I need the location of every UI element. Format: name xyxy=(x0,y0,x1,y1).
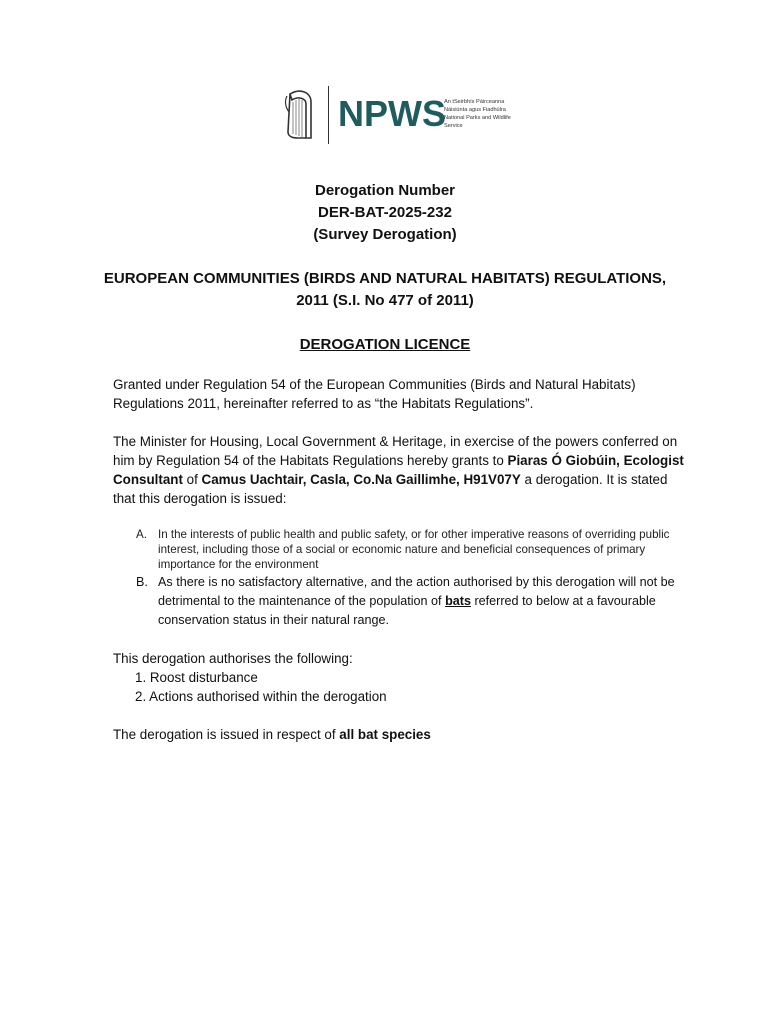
agency-line-2: Náisiúnta agus Fiadhúlra xyxy=(444,107,506,113)
minister-intro: The Minister for Housing, Local Government & Heritage, in exercise of the powers conferred on him by Regulation 54 of the Habitats Regulations hereby grants to xyxy=(113,434,678,468)
species-statement-pre: The derogation is issued in respect of xyxy=(113,727,340,742)
npws-logo xyxy=(284,84,524,146)
list-item: 1. Roost disturbance xyxy=(135,670,258,685)
condition-b-species: bats xyxy=(445,594,471,608)
derogation-number-label: Derogation Number xyxy=(314,182,455,199)
authorised-actions-list xyxy=(135,668,387,706)
grantee-name: Piaras Ó Giobúin, Ecologist Consultant xyxy=(113,453,684,487)
condition-b-marker: B. xyxy=(136,575,148,589)
grant-paragraph: Granted under Regulation 54 of the European Communities (Birds and Natural Habitats) Regulations 2011, hereinafter referred to as “the Habitats Regulations”. xyxy=(113,377,636,411)
derogation-type: (Survey Derogation) xyxy=(313,226,457,243)
logo-divider xyxy=(328,86,329,144)
agency-line-3: National Parks and Wildlife xyxy=(444,115,511,121)
species-statement xyxy=(113,725,431,744)
agency-name xyxy=(444,98,524,130)
agency-line-1: An tSeirbhís Páirceanna xyxy=(444,99,505,105)
derogation-number: DER-BAT-2025-232 xyxy=(318,204,452,221)
minister-of: of xyxy=(182,472,202,487)
agency-line-4: Service xyxy=(444,123,463,129)
list-item: 2. Actions authorised within the derogation xyxy=(135,689,387,704)
condition-b-post: referred to below at a favourable conservation status in their natural range. xyxy=(158,594,656,627)
minister-outro: a derogation. It is stated that this derogation is issued: xyxy=(113,472,668,506)
condition-b-text xyxy=(158,573,698,630)
grantee-address: Camus Uachtair, Casla, Co.Na Gaillimhe, H91V07Y xyxy=(201,472,521,487)
licence-title: DEROGATION LICENCE xyxy=(299,336,471,353)
regulations-si: 2011 (S.I. No 477 of 2011) xyxy=(296,292,474,309)
condition-b-pre: As there is no satisfactory alternative, and the action authorised by this derogation will not be detrimental to the maintenance of the population of xyxy=(158,575,675,608)
harp-icon xyxy=(284,88,314,142)
species-name: all bat species xyxy=(339,727,431,742)
regulations-title: EUROPEAN COMMUNITIES (BIRDS AND NATURAL HABITATS) REGULATIONS, xyxy=(103,270,667,287)
authorises-intro: This derogation authorises the following: xyxy=(113,651,353,666)
condition-a-marker: A. xyxy=(136,528,147,541)
condition-a-text: In the interests of public health and public safety, or for other imperative reasons of overriding public interest, including those of a social or economic nature and beneficial consequences of primary importance for the environment xyxy=(158,528,670,571)
logo-wordmark: NPWS xyxy=(338,93,446,134)
minister-paragraph xyxy=(113,432,688,508)
